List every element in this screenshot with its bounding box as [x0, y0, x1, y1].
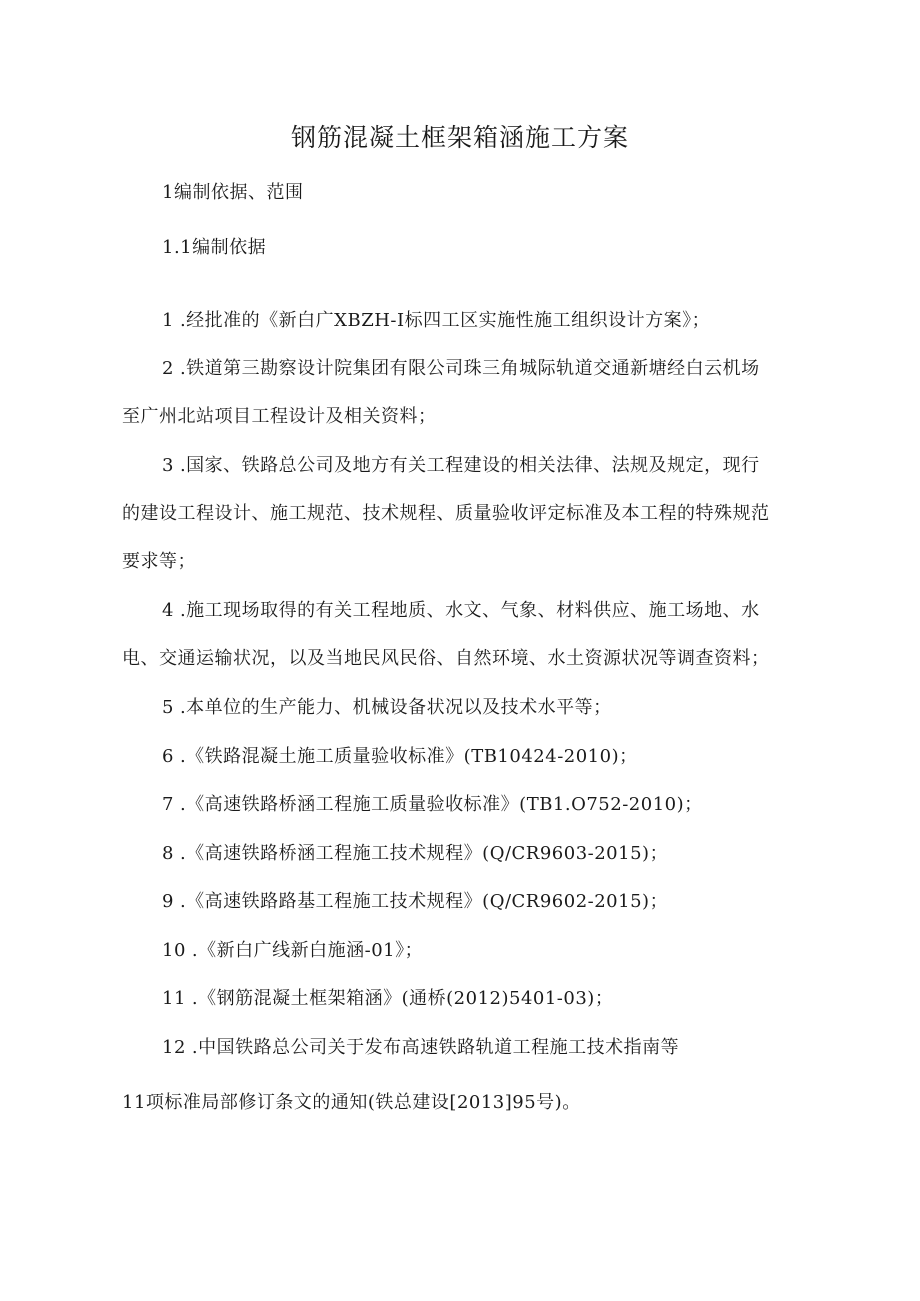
- item-text: .本单位的生产能力、机械设备状况以及技术水平等；: [179, 697, 612, 718]
- item-text: .经批准的《新白广XBZH-I标四工区实施性施工组织设计方案》；: [179, 310, 711, 331]
- list-item-4-continuation: 电、交通运输状况，以及当地民风民俗、自然环境、水土资源状况等调查资料；: [122, 648, 770, 669]
- item-text: .《高速铁路桥涵工程施工技术规程》(Q/CR9603-2015)；: [179, 843, 669, 864]
- section-heading-1: 1编制依据、范围: [162, 182, 304, 203]
- item-text: .《高速铁路桥涵工程施工质量验收标准》(TB1.O752-2010)；: [179, 794, 703, 815]
- item-text: .《高速铁路路基工程施工技术规程》(Q/CR9602-2015)；: [179, 891, 669, 912]
- list-item-1: [162, 309, 710, 333]
- item-text: .《新白广线新白施涵-01》；: [191, 940, 424, 961]
- item-number: 11: [162, 988, 186, 1009]
- list-item-2: [162, 357, 760, 381]
- item-number: 5: [162, 697, 174, 718]
- list-item-5: [162, 696, 612, 720]
- item-number: 8: [162, 843, 174, 864]
- item-text: .《铁路混凝土施工质量验收标准》(TB10424-2010)；: [179, 746, 638, 767]
- list-item-3: [162, 454, 760, 478]
- item-number: 9: [162, 891, 174, 912]
- document-title: 钢筋混凝土框架箱涵施工方案: [290, 123, 629, 152]
- list-item-2-continuation: 至广州北站项目工程设计及相关资料；: [122, 406, 437, 427]
- item-text: .中国铁路总公司关于发布高速铁路轨道工程施工技术指南等: [191, 1037, 680, 1058]
- item-number: 1: [162, 310, 174, 331]
- list-item-8: [162, 842, 668, 866]
- list-item-9: [162, 890, 668, 914]
- list-item-12: [162, 1036, 679, 1060]
- list-item-11: [162, 987, 613, 1011]
- item-text: .《钢筋混凝土框架箱涵》(通桥(2012)5401-03)；: [191, 988, 614, 1009]
- list-item-3-continuation: 的建设工程设计、施工规范、技术规程、质量验收评定标准及本工程的特殊规范: [122, 503, 770, 524]
- list-item-12-continuation: 11项标准局部修订条文的通知(铁总建设[2013]95号)。: [122, 1092, 581, 1113]
- list-item-4: [162, 599, 760, 623]
- item-number: 6: [162, 746, 174, 767]
- item-number: 10: [162, 940, 186, 961]
- item-number: 4: [162, 600, 174, 621]
- item-number: 12: [162, 1037, 186, 1058]
- section-heading-1-1: 1.1编制依据: [162, 237, 267, 258]
- item-number: 2: [162, 358, 174, 379]
- item-text: .铁道第三勘察设计院集团有限公司珠三角城际轨道交通新塘经白云机场: [179, 358, 760, 379]
- list-item-7: [162, 793, 703, 817]
- item-text: .施工现场取得的有关工程地质、水文、气象、材料供应、施工场地、水: [179, 600, 760, 621]
- item-number: 7: [162, 794, 174, 815]
- item-number: 3: [162, 455, 174, 476]
- item-text: .国家、铁路总公司及地方有关工程建设的相关法律、法规及规定，现行: [179, 455, 760, 476]
- list-item-3-continuation: 要求等；: [122, 551, 196, 572]
- list-item-6: [162, 745, 638, 769]
- list-item-10: [162, 939, 423, 963]
